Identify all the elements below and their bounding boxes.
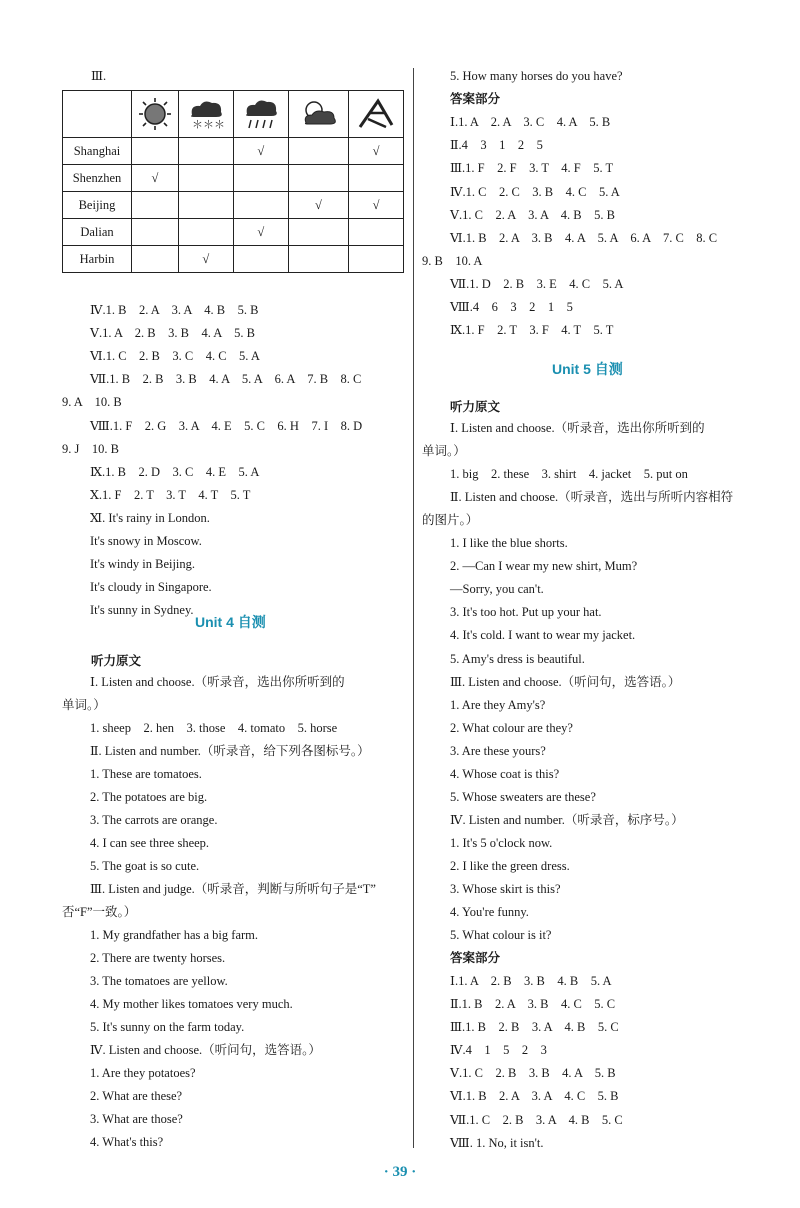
text-line: Ⅳ. Listen and number.（听录音，标序号。）: [450, 812, 684, 827]
cloudy-icon: [288, 91, 348, 138]
text-line: 3. Whose skirt is this?: [450, 882, 561, 896]
text-line: 1. My grandfather has a big farm.: [90, 928, 258, 942]
table-header-row: [63, 91, 404, 138]
table-row: [63, 138, 404, 165]
text-line: 3. It's too hot. Put up your hat.: [450, 605, 602, 620]
text-line: 单词。）: [62, 698, 106, 712]
check-cell: √: [288, 192, 348, 219]
text-line: Ⅶ.1. C 2. B 3. A 4. B 5. C: [450, 1112, 623, 1127]
text-line: Ⅳ.1. B 2. A 3. A 4. B 5. B: [90, 303, 259, 317]
table-corner-cell: [63, 91, 132, 138]
text-line: Ⅶ.1. D 2. B 3. E 4. C 5. A: [450, 276, 624, 291]
check-cell: [233, 165, 288, 192]
text-line: 9. B 10. A: [422, 253, 483, 268]
text-line: 答案部分: [450, 951, 501, 966]
text-line: 4. You're funny.: [450, 905, 529, 920]
text-line: 单词。）: [422, 444, 466, 459]
text-line: 3. The carrots are orange.: [90, 813, 218, 827]
text-line: 5. How many horses do you have?: [450, 69, 623, 83]
text-line: Ⅷ.4 6 3 2 1 5: [450, 300, 573, 314]
check-cell: [178, 219, 233, 246]
text-line: It's sunny in Sydney.: [90, 603, 194, 618]
text-line: 2. I like the green dress.: [450, 858, 570, 873]
check-cell: [349, 246, 404, 273]
text-line: 5. The goat is so cute.: [90, 859, 200, 873]
text-line: Ⅲ. Listen and judge.（听录音，判断与所听句子是“T”: [90, 882, 376, 896]
text-line: 4. Whose coat is this?: [450, 766, 560, 781]
text-line: 5. Amy's dress is beautiful.: [450, 651, 585, 666]
text-line: It's snowy in Moscow.: [90, 534, 202, 548]
text-line: 1. big 2. these 3. shirt 4. jacket 5. put on: [450, 467, 688, 482]
check-cell: [178, 165, 233, 192]
text-line: Ⅸ.1. F 2. T 3. F 4. T 5. T: [450, 323, 614, 338]
text-line: Ⅷ.1. F 2. G 3. A 4. E 5. C 6. H 7. I 8. D: [90, 418, 363, 433]
text-line: Ⅵ.1. B 2. A 3. A 4. C 5. B: [450, 1089, 619, 1104]
text-line: Ⅰ. Listen and choose.（听录音，选出你所听到的: [450, 421, 705, 435]
city-cell: Dalian: [63, 219, 132, 246]
text-line: 3. What are those?: [90, 1112, 183, 1126]
column-divider: [413, 68, 414, 1148]
check-cell: [132, 219, 179, 246]
sunny-icon: [132, 91, 179, 138]
text-line: 9. J 10. B: [62, 441, 119, 456]
check-cell: [349, 219, 404, 246]
text-line: 5. What colour is it?: [450, 928, 552, 943]
text-line: 1. Are they potatoes?: [90, 1066, 196, 1080]
text-line: 2. What are these?: [90, 1089, 183, 1103]
text-line: Ⅳ. Listen and choose.（听问句，选答语。）: [90, 1043, 321, 1057]
text-line: Ⅱ.1. B 2. A 3. B 4. C 5. C: [450, 997, 616, 1012]
city-cell: Beijing: [63, 192, 132, 219]
svg-text:＊＊＊: ＊＊＊: [191, 119, 225, 131]
text-line: Ⅱ.4 3 1 2 5: [450, 138, 543, 153]
text-line: 1. These are tomatoes.: [90, 767, 202, 781]
check-cell: [349, 165, 404, 192]
text-line: 4. I can see three sheep.: [90, 836, 210, 850]
check-cell: √: [349, 192, 404, 219]
check-cell: √: [233, 219, 288, 246]
text-line: Ⅴ.1. A 2. B 3. B 4. A 5. B: [90, 326, 255, 341]
text-line: Ⅹ.1. F 2. T 3. T 4. T 5. T: [90, 487, 251, 502]
text-line: Ⅱ. Listen and number.（听录音，给下列各图标号。）: [90, 744, 370, 758]
text-line: It's windy in Beijing.: [90, 557, 196, 572]
listening-label: 听力原文: [450, 400, 501, 414]
check-cell: √: [233, 138, 288, 165]
unit-4-title: Unit 4 自测: [195, 614, 266, 630]
text-line: 1. I like the blue shorts.: [450, 536, 568, 551]
weather-table: [62, 90, 404, 273]
text-line: 答案部分: [450, 92, 501, 107]
text-line: Ⅵ.1. C 2. B 3. C 4. C 5. A: [90, 349, 260, 364]
text-line: 4. What's this?: [90, 1135, 164, 1149]
text-line: 4. My mother likes tomatoes very much.: [90, 997, 293, 1011]
text-line: Ⅲ.1. F 2. F 3. T 4. F 5. T: [450, 161, 614, 176]
city-cell: Shenzhen: [63, 165, 132, 192]
check-cell: [288, 246, 348, 273]
text-line: 1. It's 5 o'clock now.: [450, 835, 553, 850]
text-line: 1. sheep 2. hen 3. those 4. tomato 5. horse: [90, 721, 338, 735]
text-line: Ⅲ.1. B 2. B 3. A 4. B 5. C: [450, 1020, 619, 1035]
text-line: Ⅲ. Listen and choose.（听问句，选答语。）: [450, 674, 681, 689]
text-line: Ⅷ. 1. No, it isn't.: [450, 1135, 544, 1150]
check-cell: [288, 138, 348, 165]
check-cell: [288, 165, 348, 192]
text-line: Ⅱ. Listen and choose.（听录音，选出与所听内容相符: [450, 490, 734, 505]
text-line: 2. The potatoes are big.: [90, 790, 208, 804]
text-line: Ⅳ.4 1 5 2 3: [450, 1043, 547, 1058]
windy-icon: [349, 91, 404, 138]
listening-label: 听力原文: [91, 654, 142, 668]
text-line: Ⅴ.1. C 2. B 3. B 4. A 5. B: [450, 1066, 616, 1081]
check-cell: √: [178, 246, 233, 273]
text-line: 4. It's cold. I want to wear my jacket.: [450, 628, 636, 643]
text-line: 2. —Can I wear my new shirt, Mum?: [450, 559, 638, 574]
check-cell: [178, 192, 233, 219]
check-cell: [132, 138, 179, 165]
text-line: 9. A 10. B: [62, 395, 122, 410]
text-line: 3. The tomatoes are yellow.: [90, 974, 228, 988]
text-line: Ⅰ.1. A 2. B 3. B 4. B 5. A: [450, 974, 612, 989]
section-label: Ⅲ.: [91, 69, 107, 83]
text-line: 2. What colour are they?: [450, 720, 573, 735]
text-line: Ⅵ.1. B 2. A 3. B 4. A 5. A 6. A 7. C 8. C: [450, 230, 718, 245]
text-line: 的图片。）: [422, 513, 479, 528]
table-row: [63, 192, 404, 219]
check-cell: [233, 192, 288, 219]
text-line: Ⅰ. Listen and choose.（听录音，选出你所听到的: [90, 675, 345, 689]
text-line: 5. It's sunny on the farm today.: [90, 1020, 245, 1034]
text-line: Ⅸ.1. B 2. D 3. C 4. E 5. A: [90, 464, 260, 479]
city-cell: Shanghai: [63, 138, 132, 165]
table-row: [63, 219, 404, 246]
text-line: Ⅰ.1. A 2. A 3. C 4. A 5. B: [450, 115, 611, 130]
unit-5-title: Unit 5 自测: [552, 361, 623, 377]
city-cell: Harbin: [63, 246, 132, 273]
text-line: Ⅴ.1. C 2. A 3. A 4. B 5. B: [450, 207, 615, 222]
table-row: [63, 246, 404, 273]
text-line: 3. Are these yours?: [450, 743, 546, 758]
text-line: 1. Are they Amy's?: [450, 697, 546, 712]
snowy-icon: [178, 91, 233, 138]
check-cell: [233, 246, 288, 273]
check-cell: [288, 219, 348, 246]
check-cell: √: [132, 165, 179, 192]
check-cell: √: [349, 138, 404, 165]
text-line: It's cloudy in Singapore.: [90, 580, 212, 595]
check-cell: [178, 138, 233, 165]
page-number: · 39 ·: [383, 1164, 417, 1180]
text-line: Ⅺ. It's rainy in London.: [90, 510, 210, 525]
text-line: 2. There are twenty horses.: [90, 951, 226, 965]
check-cell: [132, 192, 179, 219]
text-line: 5. Whose sweaters are these?: [450, 789, 596, 804]
text-line: —Sorry, you can't.: [450, 582, 544, 597]
text-line: Ⅶ.1. B 2. B 3. B 4. A 5. A 6. A 7. B 8. C: [90, 372, 362, 387]
check-cell: [132, 246, 179, 273]
table-row: [63, 165, 404, 192]
rainy-icon: [233, 91, 288, 138]
text-line: 否“F”一致。）: [62, 905, 137, 919]
text-line: Ⅳ.1. C 2. C 3. B 4. C 5. A: [450, 184, 620, 199]
